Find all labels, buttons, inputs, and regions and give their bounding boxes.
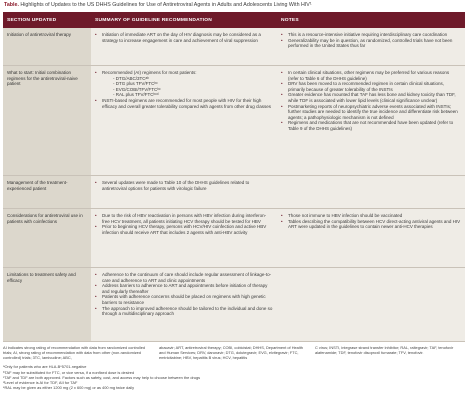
table-row bbox=[3, 176, 465, 209]
footnote: ᵃOnly for patients who are HLA-B*5701-negative bbox=[3, 364, 87, 370]
section-cell: Limitations to treatment safety and efficacy bbox=[3, 268, 91, 342]
footnote: ᵈLevel of evidence is AI for TDF, AII for TAF bbox=[3, 380, 78, 385]
note-item: • In certain clinical situations, other regimens may be preferred for various reasons (refer to Table 6 of the DHHS guideline) bbox=[281, 70, 461, 81]
notes-cell bbox=[277, 209, 465, 268]
footnote: ᶜTAF and TDF are both approved. Factors such as safety, cost, and access may help to choose between the drugs bbox=[3, 374, 201, 380]
abbreviations bbox=[3, 346, 465, 360]
summary-cell bbox=[91, 66, 277, 176]
abbreviations-col: abacavir; ART, antiretroviral therapy; COBI, cobicistat; DHHS, Department of Health and Human Services; DRV, darunavir; DTG, dolutegravir; EVG, elvitegravir; FTC, emtricitabine; HBV, hepatitis B virus; HCV, hepatitis bbox=[159, 345, 303, 360]
summary-cell bbox=[91, 268, 277, 342]
section-cell: Considerations for antiretroviral use in patients with coinfections bbox=[3, 209, 91, 268]
summary-intro: Recommended (AI) regimens for most patients: bbox=[102, 70, 197, 75]
notes-cell bbox=[277, 66, 465, 176]
notes-cell bbox=[277, 28, 465, 66]
summary-cell bbox=[91, 209, 277, 268]
note-item: • This is a resource-intensive initiative requiring interdisciplinary care coordination bbox=[281, 32, 461, 38]
header-section-updated: SECTION UPDATED bbox=[3, 12, 91, 28]
table-header-row bbox=[3, 12, 465, 28]
summary-item: • Prior to beginning HCV therapy, persons with HCV/HIV coinfection and active HBV infection should receive ART that includes 2 agents with anti-HBV activity bbox=[95, 224, 273, 235]
note-item: • Generalizability may be in question, as randomized, controlled trials have not been performed in the United States thus far bbox=[281, 38, 461, 49]
header-notes: NOTES bbox=[277, 12, 465, 28]
abbreviations-col: AI indicates strong rating of recommendation with data from randomized controlled trials; AI, strong rating of recommendation with data from other (non-randomized controlled) trials; 3TC, lamivudine; ABC, bbox=[3, 345, 146, 360]
regimen-item: - DTG/ABC/3TCᵃᵇ bbox=[113, 75, 149, 81]
note-item: • Those not immune to HBV infection should be vaccinated bbox=[281, 213, 461, 219]
section-cell: Management of the treatment-experienced patient bbox=[3, 176, 91, 209]
note-item: • Greater evidence has mounted that TAF has less bone and kidney toxicity than TDF, while TDF is associated with lower lipid levels (clinical significance unclear) bbox=[281, 92, 461, 103]
summary-item bbox=[95, 70, 273, 98]
abbreviations-col: C virus; INSTI, integrase strand transfer inhibitor; RAL, raltegravir; TAF, tenofovir alafenamide; TDF, tenofovir disoproxil fumarate; TFV, tenofovir. bbox=[315, 345, 454, 355]
table-row bbox=[3, 268, 465, 342]
note-item: • DRV has been moved to a recommended regimen in certain clinical situations, primarily because of greater tolerability of the INSTIs bbox=[281, 81, 461, 92]
caption-label: Table. bbox=[4, 2, 19, 8]
footnote: ᵉRAL may be given as either 1200 mg (2 x 600 mg) or as 400 mg twice daily bbox=[3, 385, 135, 391]
footnote: ᵇTAF may be substituted for FTC, or vice versa, if a nonfixed dose is desired bbox=[3, 369, 135, 375]
table-caption bbox=[4, 2, 465, 9]
notes-cell bbox=[277, 268, 465, 342]
summary-cell bbox=[91, 28, 277, 66]
note-item: • Tables describing the compatibility between HCV direct-acting antiviral agents and HIV ART were updated in the guidelines to contain newer anti-HCV therapies bbox=[281, 219, 461, 230]
footnotes bbox=[3, 364, 465, 390]
summary-item: • Adherence to the continuum of care should include regular assessment of linkage-to-care and adherence to ART and clinic appointments bbox=[95, 272, 273, 283]
summary-item: • Due to the risk of HBV reactivation in persons with HBV infection during interferon-free HCV treatment, all patients initiating HCV therapy should be tested for HBV bbox=[95, 213, 273, 224]
guideline-table bbox=[3, 12, 465, 342]
regimen-item: - DTG plus TFV/FTCᵇᶜ bbox=[113, 81, 158, 87]
summary-item: • Several updates were made to Table 10 of the DHHS guidelines related to antiretroviral options for patients with virologic failure bbox=[95, 180, 273, 191]
table-row bbox=[3, 66, 465, 176]
note-item: • Postmarketing reports of neuropsychiatric adverse events associated with INSTIs; further studies are needed to identify the true incidence and differentiate risk between agents; a pathophysiologic mechanism is not defined bbox=[281, 104, 461, 121]
summary-item: • Initiation of immediate ART on the day of HIV diagnosis may be considered as a strategy to increase engagement in care and achievement of viral suppression bbox=[95, 32, 273, 43]
regimen-item: - EVG/COBI/TFV/FTCᵇᶜ bbox=[113, 86, 161, 92]
table-row bbox=[3, 28, 465, 66]
summary-item: • Patients with adherence concerns should be placed on regimens with high genetic barriers to resistance bbox=[95, 294, 273, 305]
section-cell: Initiation of antiretroviral therapy bbox=[3, 28, 91, 66]
header-summary: SUMMARY OF GUIDELINE RECOMMENDATION bbox=[91, 12, 277, 28]
section-cell: What to start: Initial combination regimens for the antiretroviral-naive patient bbox=[3, 66, 91, 176]
table-row bbox=[3, 209, 465, 268]
summary-item: • The approach to improved adherence should be tailored to the individual and done so through a multidisciplinary approach bbox=[95, 306, 273, 317]
caption-text: Highlights of Updates to the US DHHS Guidelines for Use of Antiretroviral Agents in Adults and Adolescents Living With HIV¹ bbox=[20, 2, 312, 8]
notes-cell bbox=[277, 176, 465, 209]
summary-item: • INSTI-based regimens are recommended for most people with HIV for their high efficacy and overall greater tolerability compared with agents from other drug classes bbox=[95, 98, 273, 109]
regimen-item: - RAL plus TFV/FTCᵇᶜᵈ bbox=[113, 92, 159, 98]
summary-cell bbox=[91, 176, 277, 209]
note-item: • Regimens and medications that are not recommended have been updated (refer to Table 9 of the DHHS guidelines) bbox=[281, 120, 461, 131]
summary-item: • Address barriers to adherence to ART and appointments before initiation of therapy and regularly thereafter bbox=[95, 283, 273, 294]
